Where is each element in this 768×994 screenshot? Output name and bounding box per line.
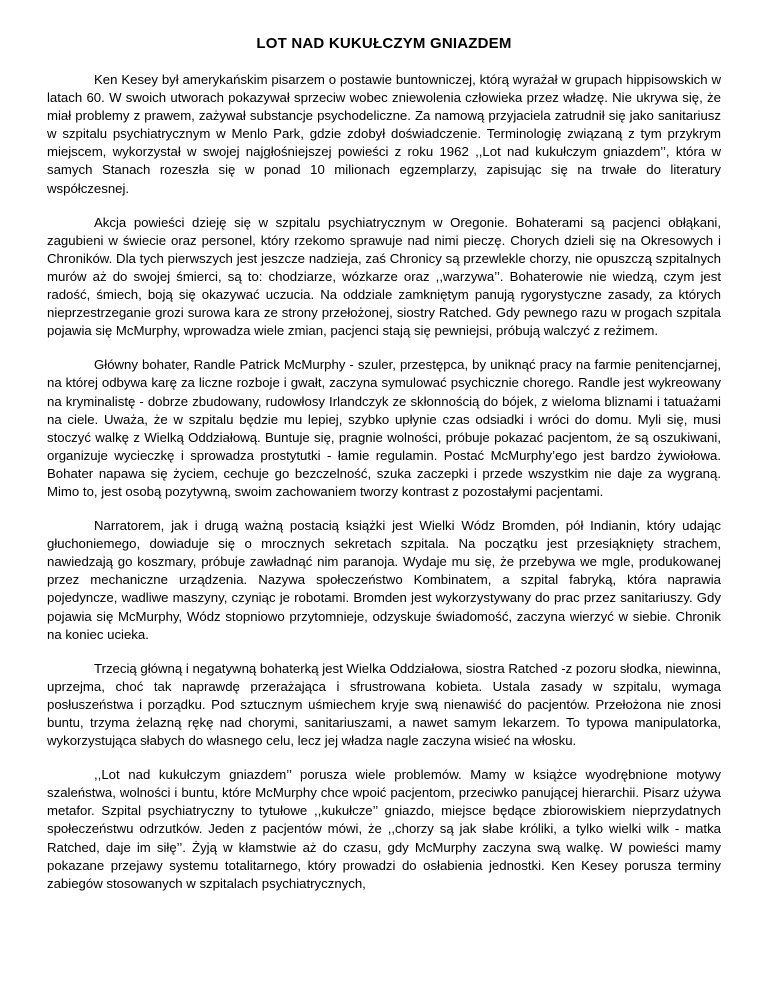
paragraph-6: ,,Lot nad kukułczym gniazdem’’ porusza wiele problemów. Mamy w książce wyodrębnione motywy szaleństwa, wolności i buntu, które McMurphy chce wpoić pacjentom, przeciwko panującej hierarchii. Pisarz używa metafor. Szpital psychiatryczny to tytułowe ,,kukułcze’’ gniazdo, miejsce będące zbiorowiskiem nieprzydatnych społeczeństwu odrzutków. Jeden z pacjentów mówi, że ,,chorzy są jak słabe króliki, a tylko wielki wilk - matka Ratched, daje im siłę’’. Żyją w kłamstwie aż do czasu, gdy McMurphy zaczyna swą walkę. W powieści mamy pokazane przejawy systemu totalitarnego, który prowadzi do osłabienia jednostki. Ken Kesey porusza terminy zabiegów stosowanych w szpitalach psychiatrycznych, [47,767,721,891]
paragraph-2: Akcja powieści dzieję się w szpitalu psychiatrycznym w Oregonie. Bohaterami są pacjenci obłąkani, zagubieni w świecie oraz personel, który rzekomo sprawuje nad nimi pieczę. Chorych dzieli się na Okresowych i Chroników. Dla tych pierwszych jest jeszcze nadzieja, zaś Chronicy są przewlekle chorzy, nie opuszczą szpitalnych murów aż do swojej śmierci, są to: chodziarze, wózkarze oraz ,,warzywa’’. Bohaterowie nie wiedzą, czym jest radość, śmiech, boją się okazywać uczucia. Na oddziale zamkniętym panują rygorystyczne zasady, za których nieprzestrzeganie grozi surowa kara ze strony przełożonej, siostry Ratched. Gdy pewnego razu w progach szpitala pojawia się McMurphy, wprowadza wiele zmian, pacjenci stają się pewniejsi, próbują walczyć z reżimem. [47,214,721,339]
paragraph-4: Narratorem, jak i drugą ważną postacią książki jest Wielki Wódz Bromden, pół Indianin, który udając głuchoniemego, dowiaduje się o mrocznych sekretach szpitala. Na początku jest przesiąknięty strachem, nawiedzają go koszmary, próbuje zawładnąć nim paranoja. Wydaje mu się, że przebywa we mgle, produkowanej przez mechaniczne urządzenia. Nazywa społeczeństwo Kombinatem, a szpital fabryką, która naprawia pojedyncze, wadliwe maszyny, czyniąc je robotami. Bromden jest wykorzystywany do prac przez sanitariuszy. Gdy pojawia się McMurphy, Wódz stopniowo przytomnieje, odzyskuje świadomość, zaczyna wierzyć w siebie. Chronik na koniec ucieka. [47,518,721,642]
paragraph-3: Główny bohater, Randle Patrick McMurphy - szuler, przestępca, by uniknąć pracy na farmie penitencjarnej, na której odbywa karę za liczne rozboje i gwałt, zaczyna symulować psychicznie chorego. Randle jest wykreowany na kryminalistę - dobrze zbudowany, rudowłosy Irlandczyk ze skłonnością do bójek, z wieloma bliznami i tatuażami na ciele. Uważa, że w szpitalu będzie mu lepiej, szybko upłynie czas odsiadki i wróci do domu. Myli się, musi stoczyć walkę z Wielką Oddziałową. Buntuje się, pragnie wolności, próbuje pokazać pacjentom, że są oszukiwani, organizuje wycieczkę i sprowadza prostytutki - łamie regulamin. Postać McMurphy’ego jest bardzo żywiołowa. Bohater napawa się życiem, cechuje go bezczelność, szuka zaczepki i przede wszystkim nie daje za wygraną. Mimo to, jest osobą pozytywną, swoim zachowaniem tworzy kontrast z pozostałymi pacjentami. [47,357,721,499]
document-title: LOT NAD KUKUŁCZYM GNIAZDEM [256,35,512,52]
paragraph-1: Ken Kesey był amerykańskim pisarzem o postawie buntowniczej, którą wyrażał w grupach hippisowskich w latach 60. W swoich utworach pokazywał sprzeciw wobec zniewolenia człowieka przez władzę. Nie ukrywa się, że miał problemy z prawem, zażywał substancje psychodeliczne. Za namową przyjaciela zatrudnił się jako sanitariusz w szpitalu psychiatrycznym w Menlo Park, gdzie zdobył doświadczenie. Terminologię związaną z tym przykrym miejscem, wykorzystał w swojej najgłośniejszej powieści z roku 1962 ,,Lot nad kukułczym gniazdem’’, która w samych Stanach rozeszła się w ponad 10 milionach egzemplarzy, zapisując się na trwałe do literatury współczesnej. [47,72,721,196]
paragraph-5: Trzecią główną i negatywną bohaterką jest Wielka Oddziałowa, siostra Ratched -z pozoru słodka, niewinna, uprzejma, choć tak naprawdę przerażająca i sfrustrowana kobieta. Ustala zasady w szpitalu, wymaga posłuszeństwa i porządku. Pod sztucznym uśmiechem kryje swą nienawiść do pacjentów. Przełożona nie znosi buntu, trzyma żelazną rękę nad chorymi, sanitariuszami, a nawet samym lekarzem. To typowa manipulatorka, wykorzystująca słabych do własnego celu, lecz jej władza nagle zaczyna wisieć na włosku. [47,660,721,749]
